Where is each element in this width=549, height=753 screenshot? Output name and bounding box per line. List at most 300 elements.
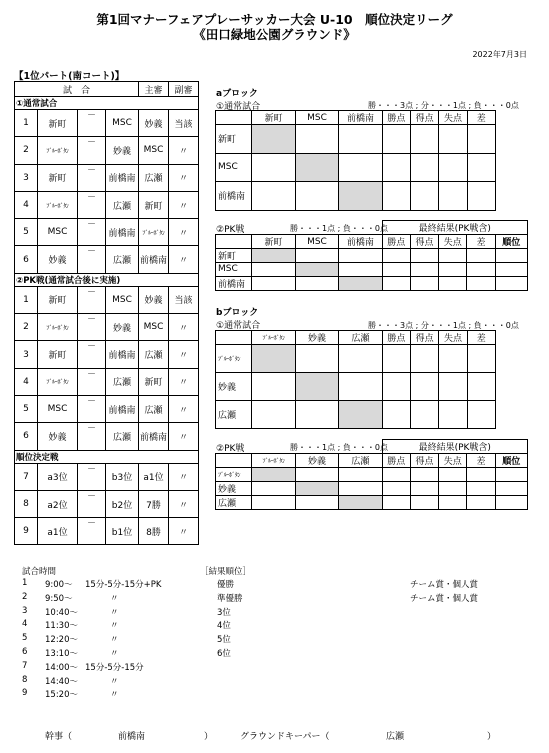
manager-value: 前橋南 — [118, 732, 146, 742]
standing-row — [216, 401, 496, 429]
block-b-normal-rule: 勝・・・3点 ; 分・・・1点 ; 負・・・0点 — [368, 321, 519, 330]
stat-cell — [439, 468, 467, 482]
date-label: 2022年7月3日 — [472, 50, 527, 59]
assistant-referee: 〃 — [169, 246, 199, 273]
schedule-number: 4 — [22, 619, 28, 630]
home-team: ﾌﾞﾙｰﾎﾞﾀﾝ — [38, 137, 78, 164]
vs-dash: － — [78, 423, 106, 450]
team-name: 前橋南 — [216, 276, 252, 290]
schedule-time: 10:40～ — [45, 607, 78, 618]
block-a-normal-label: ①通常試合 — [216, 102, 261, 112]
vs-dash: － — [78, 463, 106, 490]
stat-header: 差 — [467, 235, 495, 249]
match-row — [15, 423, 199, 450]
stat-cell — [382, 481, 410, 495]
schedule-format: 〃 — [110, 649, 119, 659]
match-number: 2 — [15, 314, 38, 341]
schedule-number: 1 — [22, 578, 28, 588]
block-a-pk-label: ②PK戦 — [216, 225, 245, 235]
block-a-normal-table — [215, 110, 496, 211]
team-name: 妙義 — [216, 481, 252, 495]
match-number: 4 — [15, 191, 38, 218]
stat-cell — [439, 481, 467, 495]
stat-header: 得点 — [411, 331, 439, 345]
standing-row — [216, 373, 496, 401]
match-number: 4 — [15, 368, 38, 395]
stat-cell — [467, 276, 495, 290]
match-number: 5 — [15, 395, 38, 422]
manager-label: 幹事（ — [45, 732, 73, 742]
result-cell — [295, 153, 338, 182]
page-title: 第1回マナーフェアプレーサッカー大会 U-10 順位決定リーグ — [96, 12, 453, 27]
stat-header: 失点 — [439, 331, 467, 345]
stat-cell — [382, 249, 410, 263]
stat-cell — [382, 373, 410, 401]
rank-cell — [495, 263, 527, 277]
home-team: 妙義 — [38, 423, 78, 450]
stat-cell — [411, 182, 439, 211]
rank-cell — [495, 276, 527, 290]
referee: 広瀬 — [139, 395, 169, 422]
rank-cell — [495, 481, 527, 495]
match-row — [15, 246, 199, 273]
away-team: 広瀬 — [106, 423, 139, 450]
team-name: MSC — [216, 153, 252, 182]
pk-result-cell — [339, 481, 382, 495]
home-team: 新町 — [38, 341, 78, 368]
assistant-referee: 〃 — [169, 164, 199, 191]
match-row — [15, 164, 199, 191]
result-rank: 5位 — [217, 635, 231, 646]
team-name: 新町 — [216, 249, 252, 263]
team-name: 広瀬 — [216, 401, 252, 429]
stat-cell — [439, 182, 467, 211]
section-ranking: 順位決定戦 — [15, 450, 199, 463]
pk-result-cell — [339, 276, 382, 290]
stat-header: 失点 — [439, 111, 467, 125]
rank-header: 順位 — [495, 454, 527, 468]
away-team: b2位 — [106, 490, 139, 517]
pk-row — [216, 481, 528, 495]
block-a-title: aブロック — [216, 89, 258, 99]
referee: 7勝 — [139, 490, 169, 517]
groundkeeper-value: 広瀬 — [386, 732, 405, 742]
away-team: 前橋南 — [106, 219, 139, 246]
home-team: 妙義 — [38, 246, 78, 273]
assistant-referee: 〃 — [169, 463, 199, 490]
stat-cell — [467, 495, 495, 509]
referee: MSC — [139, 137, 169, 164]
stat-header: 差 — [467, 111, 495, 125]
stat-header: 勝点 — [382, 454, 410, 468]
away-team: 前橋南 — [106, 395, 139, 422]
match-number: 2 — [15, 137, 38, 164]
block-b-normal-label: ①通常試合 — [216, 321, 261, 331]
match-row — [15, 314, 199, 341]
team-header: 新町 — [252, 235, 295, 249]
pk-result-cell — [252, 249, 295, 263]
stat-cell — [467, 263, 495, 277]
stat-cell — [382, 182, 410, 211]
block-b-title: bブロック — [216, 308, 259, 318]
team-header: ﾌﾞﾙｰﾎﾞﾀﾝ — [252, 454, 295, 468]
stat-cell — [439, 153, 467, 182]
award-label: チーム賞・個人賞 — [410, 580, 479, 590]
schedule-time: 13:10～ — [45, 649, 78, 659]
manager-close: ） — [204, 732, 214, 742]
referee: 8勝 — [139, 518, 169, 545]
stat-cell — [439, 495, 467, 509]
stat-cell — [410, 276, 438, 290]
corner-cell — [216, 235, 252, 249]
home-team: MSC — [38, 395, 78, 422]
stat-cell — [467, 153, 495, 182]
standing-row — [216, 182, 496, 211]
result-cell — [252, 373, 295, 401]
schedule-time: 14:40～ — [45, 676, 78, 687]
pk-result-cell — [295, 468, 338, 482]
result-cell — [295, 373, 338, 401]
rank-cell — [495, 495, 527, 509]
team-name: 前橋南 — [216, 182, 252, 211]
result-cell — [252, 182, 295, 211]
corner-cell — [216, 454, 252, 468]
block-a-normal-rule: 勝・・・3点 ; 分・・・1点 ; 負・・・0点 — [368, 101, 519, 110]
team-header: 広瀬 — [339, 331, 382, 345]
vs-dash: － — [78, 518, 106, 545]
pk-result-cell — [252, 468, 295, 482]
schedule-label: 試合時間 — [22, 567, 57, 577]
referee: 妙義 — [139, 110, 169, 137]
result-cell — [295, 125, 338, 154]
assistant-referee: 〃 — [169, 137, 199, 164]
stat-cell — [382, 468, 410, 482]
stat-cell — [467, 481, 495, 495]
team-header: 前橋南 — [339, 235, 382, 249]
match-row — [15, 286, 199, 313]
stat-header: 勝点 — [382, 111, 410, 125]
section-normal: ①通常試合 — [15, 97, 199, 110]
match-row — [15, 219, 199, 246]
home-team: 新町 — [38, 110, 78, 137]
result-rank: 準優勝 — [217, 593, 243, 604]
stat-cell — [467, 401, 495, 429]
assistant-referee: 〃 — [169, 191, 199, 218]
away-team: MSC — [106, 110, 139, 137]
pk-result-cell — [339, 249, 382, 263]
stat-cell — [382, 263, 410, 277]
team-header: 新町 — [252, 111, 295, 125]
assistant-referee: 〃 — [169, 490, 199, 517]
block-b-pk-table — [215, 439, 528, 510]
team-name: ﾌﾞﾙｰﾎﾞﾀﾝ — [216, 468, 252, 482]
pk-result-cell — [339, 468, 382, 482]
standing-row — [216, 125, 496, 154]
schedule-format: 15分-5分-15分+PK — [85, 580, 162, 590]
away-team: b3位 — [106, 463, 139, 490]
match-number: 7 — [15, 463, 38, 490]
schedule-format: 〃 — [110, 635, 119, 646]
corner-cell — [216, 111, 252, 125]
team-header: 広瀬 — [339, 454, 382, 468]
award-label: チーム賞・個人賞 — [410, 593, 479, 604]
col-match: 試 合 — [15, 82, 139, 97]
match-number: 5 — [15, 219, 38, 246]
stat-header: 失点 — [439, 235, 467, 249]
stat-header: 勝点 — [382, 235, 410, 249]
pk-result-cell — [339, 263, 382, 277]
result-cell — [339, 345, 382, 373]
vs-dash: － — [78, 368, 106, 395]
pk-result-cell — [295, 249, 338, 263]
match-number: 9 — [15, 518, 38, 545]
groundkeeper-label: グラウンドキーパー（ — [240, 732, 330, 742]
schedule-format: 15分-5分-15分 — [85, 662, 144, 673]
pk-row — [216, 276, 528, 290]
match-table — [14, 81, 199, 545]
results-label: ［結果順位］ — [200, 567, 252, 577]
stat-cell — [411, 153, 439, 182]
pk-result-cell — [295, 276, 338, 290]
vs-dash: － — [78, 314, 106, 341]
team-name: ﾌﾞﾙｰﾎﾞﾀﾝ — [216, 345, 252, 373]
home-team: 新町 — [38, 164, 78, 191]
final-result-header: 最終結果(PK戦含) — [382, 221, 527, 235]
home-team: a2位 — [38, 490, 78, 517]
schedule-format: 〃 — [110, 593, 119, 604]
result-cell — [295, 182, 338, 211]
pk-result-cell — [252, 481, 295, 495]
result-cell — [339, 373, 382, 401]
match-number: 8 — [15, 490, 38, 517]
result-cell — [252, 401, 295, 429]
assistant-referee: 〃 — [169, 368, 199, 395]
result-cell — [339, 182, 382, 211]
result-cell — [339, 401, 382, 429]
match-number: 6 — [15, 246, 38, 273]
team-header: MSC — [295, 235, 338, 249]
schedule-format: 〃 — [110, 621, 119, 632]
vs-dash: － — [78, 110, 106, 137]
stat-cell — [439, 276, 467, 290]
assistant-referee: 〃 — [169, 219, 199, 246]
away-team: 広瀬 — [106, 246, 139, 273]
stat-cell — [382, 125, 410, 154]
assistant-referee: 〃 — [169, 423, 199, 450]
block-b-normal-table — [215, 330, 496, 429]
result-rank: 3位 — [217, 607, 231, 618]
assistant-referee: 〃 — [169, 341, 199, 368]
referee: 妙義 — [139, 286, 169, 313]
stat-cell — [411, 125, 439, 154]
rank-cell — [495, 249, 527, 263]
stat-cell — [410, 495, 438, 509]
stat-cell — [411, 401, 439, 429]
pk-result-cell — [295, 481, 338, 495]
home-team: ﾌﾞﾙｰﾎﾞﾀﾝ — [38, 314, 78, 341]
match-row — [15, 518, 199, 545]
assistant-referee: 〃 — [169, 518, 199, 545]
stat-header: 差 — [467, 331, 495, 345]
vs-dash: － — [78, 490, 106, 517]
schedule-number: 7 — [22, 660, 28, 671]
stat-header: 得点 — [411, 111, 439, 125]
match-row — [15, 395, 199, 422]
standing-row — [216, 345, 496, 373]
stat-cell — [410, 249, 438, 263]
stat-cell — [410, 468, 438, 482]
assistant-referee: 〃 — [169, 395, 199, 422]
home-team: MSC — [38, 219, 78, 246]
team-name: 妙義 — [216, 373, 252, 401]
home-team: a1位 — [38, 518, 78, 545]
final-result-header: 最終結果(PK戦含) — [382, 440, 527, 454]
match-row — [15, 191, 199, 218]
pk-row — [216, 495, 528, 509]
stat-cell — [382, 345, 410, 373]
schedule-time: 9:50～ — [45, 593, 73, 604]
away-team: 妙義 — [106, 137, 139, 164]
stat-cell — [382, 276, 410, 290]
referee: 新町 — [139, 368, 169, 395]
schedule-number: 8 — [22, 674, 28, 685]
col-ref: 主審 — [139, 82, 169, 97]
stat-cell — [467, 345, 495, 373]
referee: a1位 — [139, 463, 169, 490]
team-name: MSC — [216, 263, 252, 277]
assistant-referee: 当該 — [169, 286, 199, 313]
result-cell — [252, 125, 295, 154]
schedule-number: 2 — [22, 591, 28, 602]
section-pk: ②PK戦(通常試合後に実施) — [15, 273, 199, 286]
away-team: 広瀬 — [106, 368, 139, 395]
result-cell — [295, 401, 338, 429]
stat-cell — [410, 481, 438, 495]
match-number: 6 — [15, 423, 38, 450]
rank-cell — [495, 468, 527, 482]
team-header: 前橋南 — [339, 111, 382, 125]
away-team: 前橋南 — [106, 164, 139, 191]
schedule-format: 〃 — [110, 690, 119, 701]
vs-dash: － — [78, 395, 106, 422]
pk-spacer — [216, 440, 383, 454]
schedule-format: 〃 — [110, 607, 119, 618]
stat-cell — [439, 249, 467, 263]
pk-result-cell — [252, 495, 295, 509]
result-cell — [339, 153, 382, 182]
block-b-pk-rule: 勝・・・1点 ; 負・・・0点 — [290, 443, 388, 452]
pk-spacer — [216, 221, 383, 235]
stat-cell — [439, 373, 467, 401]
stat-cell — [467, 468, 495, 482]
team-name: 新町 — [216, 125, 252, 154]
home-team: ﾌﾞﾙｰﾎﾞﾀﾝ — [38, 368, 78, 395]
block-a-pk-rule: 勝・・・1点 ; 負・・・0点 — [290, 224, 388, 233]
team-header: MSC — [295, 111, 338, 125]
stat-cell — [410, 263, 438, 277]
assistant-referee: 当該 — [169, 110, 199, 137]
stat-header: 失点 — [439, 454, 467, 468]
stat-cell — [439, 263, 467, 277]
referee: 広瀬 — [139, 341, 169, 368]
team-header: 妙義 — [295, 454, 338, 468]
pk-result-cell — [295, 495, 338, 509]
vs-dash: － — [78, 341, 106, 368]
referee: ﾌﾞﾙｰﾎﾞﾀﾝ — [139, 219, 169, 246]
groundkeeper-close: ） — [487, 732, 497, 742]
vs-dash: － — [78, 286, 106, 313]
part-title: 【1位パート(南コート)】 — [14, 71, 125, 82]
block-b-pk-label: ②PK戦 — [216, 444, 245, 454]
match-row — [15, 110, 199, 137]
schedule-time: 14:00～ — [45, 662, 78, 673]
pk-result-cell — [252, 276, 295, 290]
match-row — [15, 137, 199, 164]
schedule-time: 11:30～ — [45, 621, 78, 632]
vs-dash: － — [78, 219, 106, 246]
team-name: 広瀬 — [216, 495, 252, 509]
vs-dash: － — [78, 246, 106, 273]
result-rank: 優勝 — [217, 580, 235, 590]
match-number: 1 — [15, 110, 38, 137]
match-row — [15, 341, 199, 368]
schedule-number: 5 — [22, 633, 28, 644]
vs-dash: － — [78, 191, 106, 218]
pk-result-cell — [339, 495, 382, 509]
match-row — [15, 463, 199, 490]
rank-header: 順位 — [495, 235, 527, 249]
stat-header: 得点 — [410, 454, 438, 468]
result-cell — [339, 125, 382, 154]
match-number: 3 — [15, 164, 38, 191]
stat-cell — [411, 345, 439, 373]
result-rank: 4位 — [217, 621, 231, 632]
team-header: ﾌﾞﾙｰﾎﾞﾀﾝ — [252, 331, 295, 345]
pk-row — [216, 263, 528, 277]
schedule-time: 9:00～ — [45, 580, 73, 590]
standing-row — [216, 153, 496, 182]
away-team: 前橋南 — [106, 341, 139, 368]
schedule-time: 15:20～ — [45, 690, 78, 701]
home-team: 新町 — [38, 286, 78, 313]
schedule-format: 〃 — [110, 676, 119, 687]
schedule-time: 12:20～ — [45, 635, 78, 646]
vs-dash: － — [78, 164, 106, 191]
col-sub: 副審 — [169, 82, 199, 97]
away-team: MSC — [106, 286, 139, 313]
referee: MSC — [139, 314, 169, 341]
schedule-number: 9 — [22, 688, 28, 699]
result-rank: 6位 — [217, 649, 231, 659]
pk-row — [216, 249, 528, 263]
match-row — [15, 368, 199, 395]
venue-title: 《田口緑地公園グラウンド》 — [193, 27, 356, 42]
stat-header: 得点 — [410, 235, 438, 249]
referee: 広瀬 — [139, 164, 169, 191]
home-team: a3位 — [38, 463, 78, 490]
pk-result-cell — [295, 263, 338, 277]
stat-header: 勝点 — [382, 331, 410, 345]
result-cell — [295, 345, 338, 373]
match-number: 3 — [15, 341, 38, 368]
away-team: 妙義 — [106, 314, 139, 341]
stat-cell — [467, 373, 495, 401]
assistant-referee: 〃 — [169, 314, 199, 341]
block-a-pk-table — [215, 220, 528, 291]
stat-cell — [439, 345, 467, 373]
away-team: 広瀬 — [106, 191, 139, 218]
referee: 新町 — [139, 191, 169, 218]
